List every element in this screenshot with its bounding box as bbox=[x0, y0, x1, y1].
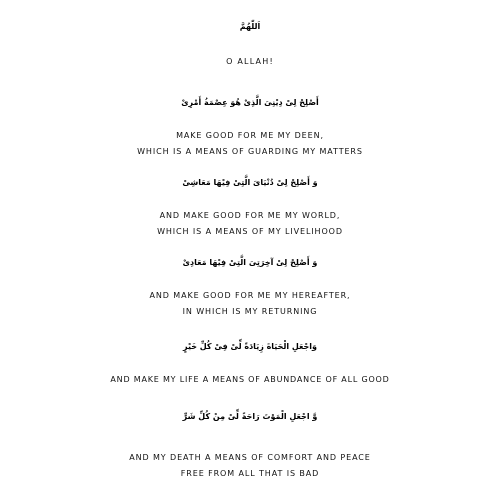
verse-5-translation-line: AND MY DEATH A MEANS OF COMFORT AND PEACE bbox=[129, 453, 371, 462]
verse-3-arabic: وَ أَصْلِحْ لِىْ آخِرَتِىَ الَّتِىْ فِيْهَا مَعَادِىْ bbox=[182, 258, 318, 267]
verse-3-translation-line: IN WHICH IS MY RETURNING bbox=[182, 307, 318, 316]
verse-4-arabic: وَاجْعَلِ الْحَيَاةَ زِيَادَةً لِّىْ فِىْ كُلِّ خَيْرٍ bbox=[182, 342, 318, 351]
verse-1-arabic: أَصْلِحْ لِىْ دِيْنِىَ الَّذِىْ هُوَ عِصْمَةُ أَمْرِىْ bbox=[181, 98, 319, 107]
invocation-english: O ALLAH! bbox=[226, 57, 274, 66]
verse-2-translation bbox=[0, 208, 500, 240]
verse-5-translation bbox=[0, 450, 500, 482]
verse-2-translation-line: WHICH IS A MEANS OF MY LIVELIHOOD bbox=[157, 227, 343, 236]
verse-3-translation bbox=[0, 288, 500, 320]
verse-1-translation-line: WHICH IS A MEANS OF GUARDING MY MATTERS bbox=[137, 147, 363, 156]
verse-2-arabic: وَ أَصْلِحْ لِىْ دُنْيَاىَ الَّتِىْ فِيْهَا مَعَاشِىْ bbox=[182, 178, 318, 187]
verse-3-translation-line: AND MAKE GOOD FOR ME MY HEREAFTER, bbox=[149, 291, 351, 300]
verse-2-translation-line: AND MAKE GOOD FOR ME MY WORLD, bbox=[159, 211, 341, 220]
verse-4-translation bbox=[0, 372, 500, 388]
invocation-arabic: اَللّٰهُمَّ bbox=[239, 22, 261, 31]
verse-5-translation-line: FREE FROM ALL THAT IS BAD bbox=[180, 469, 320, 478]
verse-1-translation-line: MAKE GOOD FOR ME MY DEEN, bbox=[176, 131, 324, 140]
verse-5-arabic: وَّ اجْعَلِ الْمَوْتَ رَاحَةً لِّىْ مِنْ كُلِّ شَرٍّ bbox=[182, 412, 318, 421]
verse-4-translation-line: AND MAKE MY LIFE A MEANS OF ABUNDANCE OF ALL GOOD bbox=[110, 375, 390, 384]
verse-1-translation bbox=[0, 128, 500, 160]
